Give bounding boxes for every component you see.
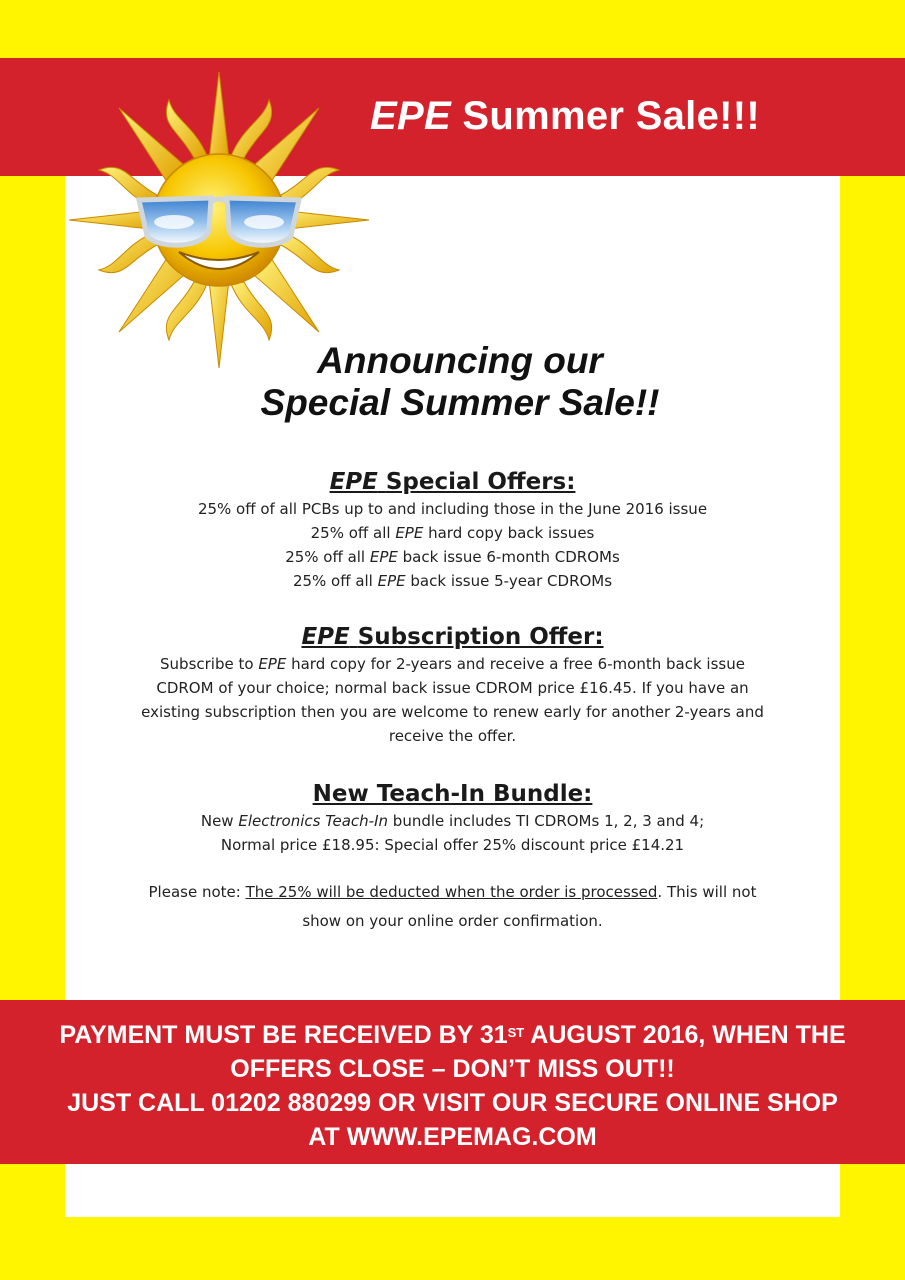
- offer-text: back issue 5-year CDROMs: [405, 572, 613, 590]
- special-offers-heading: [65, 467, 840, 497]
- note-line: show on your online order confirmation.: [302, 912, 603, 930]
- payment-text: AUGUST 2016, WHEN THE: [524, 1021, 846, 1049]
- payment-notice: [0, 1018, 905, 1154]
- offer-item: [65, 521, 840, 545]
- teach-in-product: Electronics Teach-In: [238, 812, 389, 830]
- announcement-line-2: Special Summer Sale!!: [260, 382, 660, 423]
- teach-in-section: [65, 779, 840, 857]
- offer-text: 25% off all: [285, 548, 370, 566]
- special-offers-section: [65, 467, 840, 593]
- offer-text: back issue 6-month CDROMs: [397, 548, 620, 566]
- special-offers-brand: EPE: [329, 469, 378, 495]
- sun-with-sunglasses-icon: [62, 70, 377, 370]
- teach-in-line: Normal price £18.95: Special offer 25% discount price £14.21: [220, 836, 685, 854]
- subscription-brand-inline: EPE: [258, 655, 287, 673]
- banner-title: [370, 94, 760, 139]
- note-underlined: The 25% will be deducted when the order is processed: [245, 883, 658, 901]
- offer-brand: EPE: [395, 524, 424, 542]
- subscription-line: receive the offer.: [388, 727, 517, 745]
- note-text: . This will not: [657, 883, 757, 901]
- special-offers-title: Special Offers:: [385, 469, 576, 495]
- subscription-section: [65, 622, 840, 748]
- teach-in-text: New: [200, 812, 239, 830]
- payment-line-1: [0, 1018, 905, 1052]
- offer-text: 25% off of all PCBs up to and including those in the June 2016 issue: [197, 500, 708, 518]
- subscription-brand: EPE: [301, 624, 350, 650]
- subscription-text: hard copy for 2-years and receive a free 6-month back issue: [286, 655, 745, 673]
- subscription-line: CDROM of your choice; normal back issue CDROM price £16.45. If you have an: [156, 679, 749, 697]
- offer-text: 25% off all: [310, 524, 396, 542]
- announcement-line-1: Announcing our: [317, 340, 603, 381]
- offer-item: [65, 545, 840, 569]
- teach-in-heading: New Teach-In Bundle:: [312, 781, 593, 807]
- subscription-heading: [65, 622, 840, 652]
- offer-item: [65, 497, 840, 521]
- payment-sup: ST: [507, 1025, 525, 1040]
- payment-text: PAYMENT MUST BE RECEIVED BY 31: [59, 1021, 508, 1049]
- payment-line-4: AT WWW.EPEMAG.COM: [308, 1123, 597, 1151]
- subscription-line: existing subscription then you are welcome to renew early for another 2-years and: [141, 703, 764, 721]
- payment-line-2: OFFERS CLOSE – DON’T MISS OUT!!: [230, 1055, 675, 1083]
- subscription-text: Subscribe to: [160, 655, 259, 673]
- offer-item: [65, 569, 840, 593]
- note-line: [65, 878, 840, 906]
- subscription-title: Subscription Offer:: [357, 624, 604, 650]
- payment-line-3: JUST CALL 01202 880299 OR VISIT OUR SECURE ONLINE SHOP: [67, 1089, 838, 1117]
- note-prefix: Please note:: [148, 883, 246, 901]
- banner-title-rest: Summer Sale!!!: [462, 94, 760, 138]
- teach-in-text: bundle includes TI CDROMs 1, 2, 3 and 4;: [388, 812, 705, 830]
- offer-text: 25% off all: [292, 572, 378, 590]
- offer-text: hard copy back issues: [423, 524, 595, 542]
- teach-in-line: [65, 809, 840, 833]
- offer-brand: EPE: [369, 548, 398, 566]
- subscription-line: [65, 652, 840, 676]
- note-section: [65, 878, 840, 936]
- banner-brand: EPE: [370, 94, 451, 138]
- offer-brand: EPE: [377, 572, 406, 590]
- announcement-heading: [160, 340, 760, 424]
